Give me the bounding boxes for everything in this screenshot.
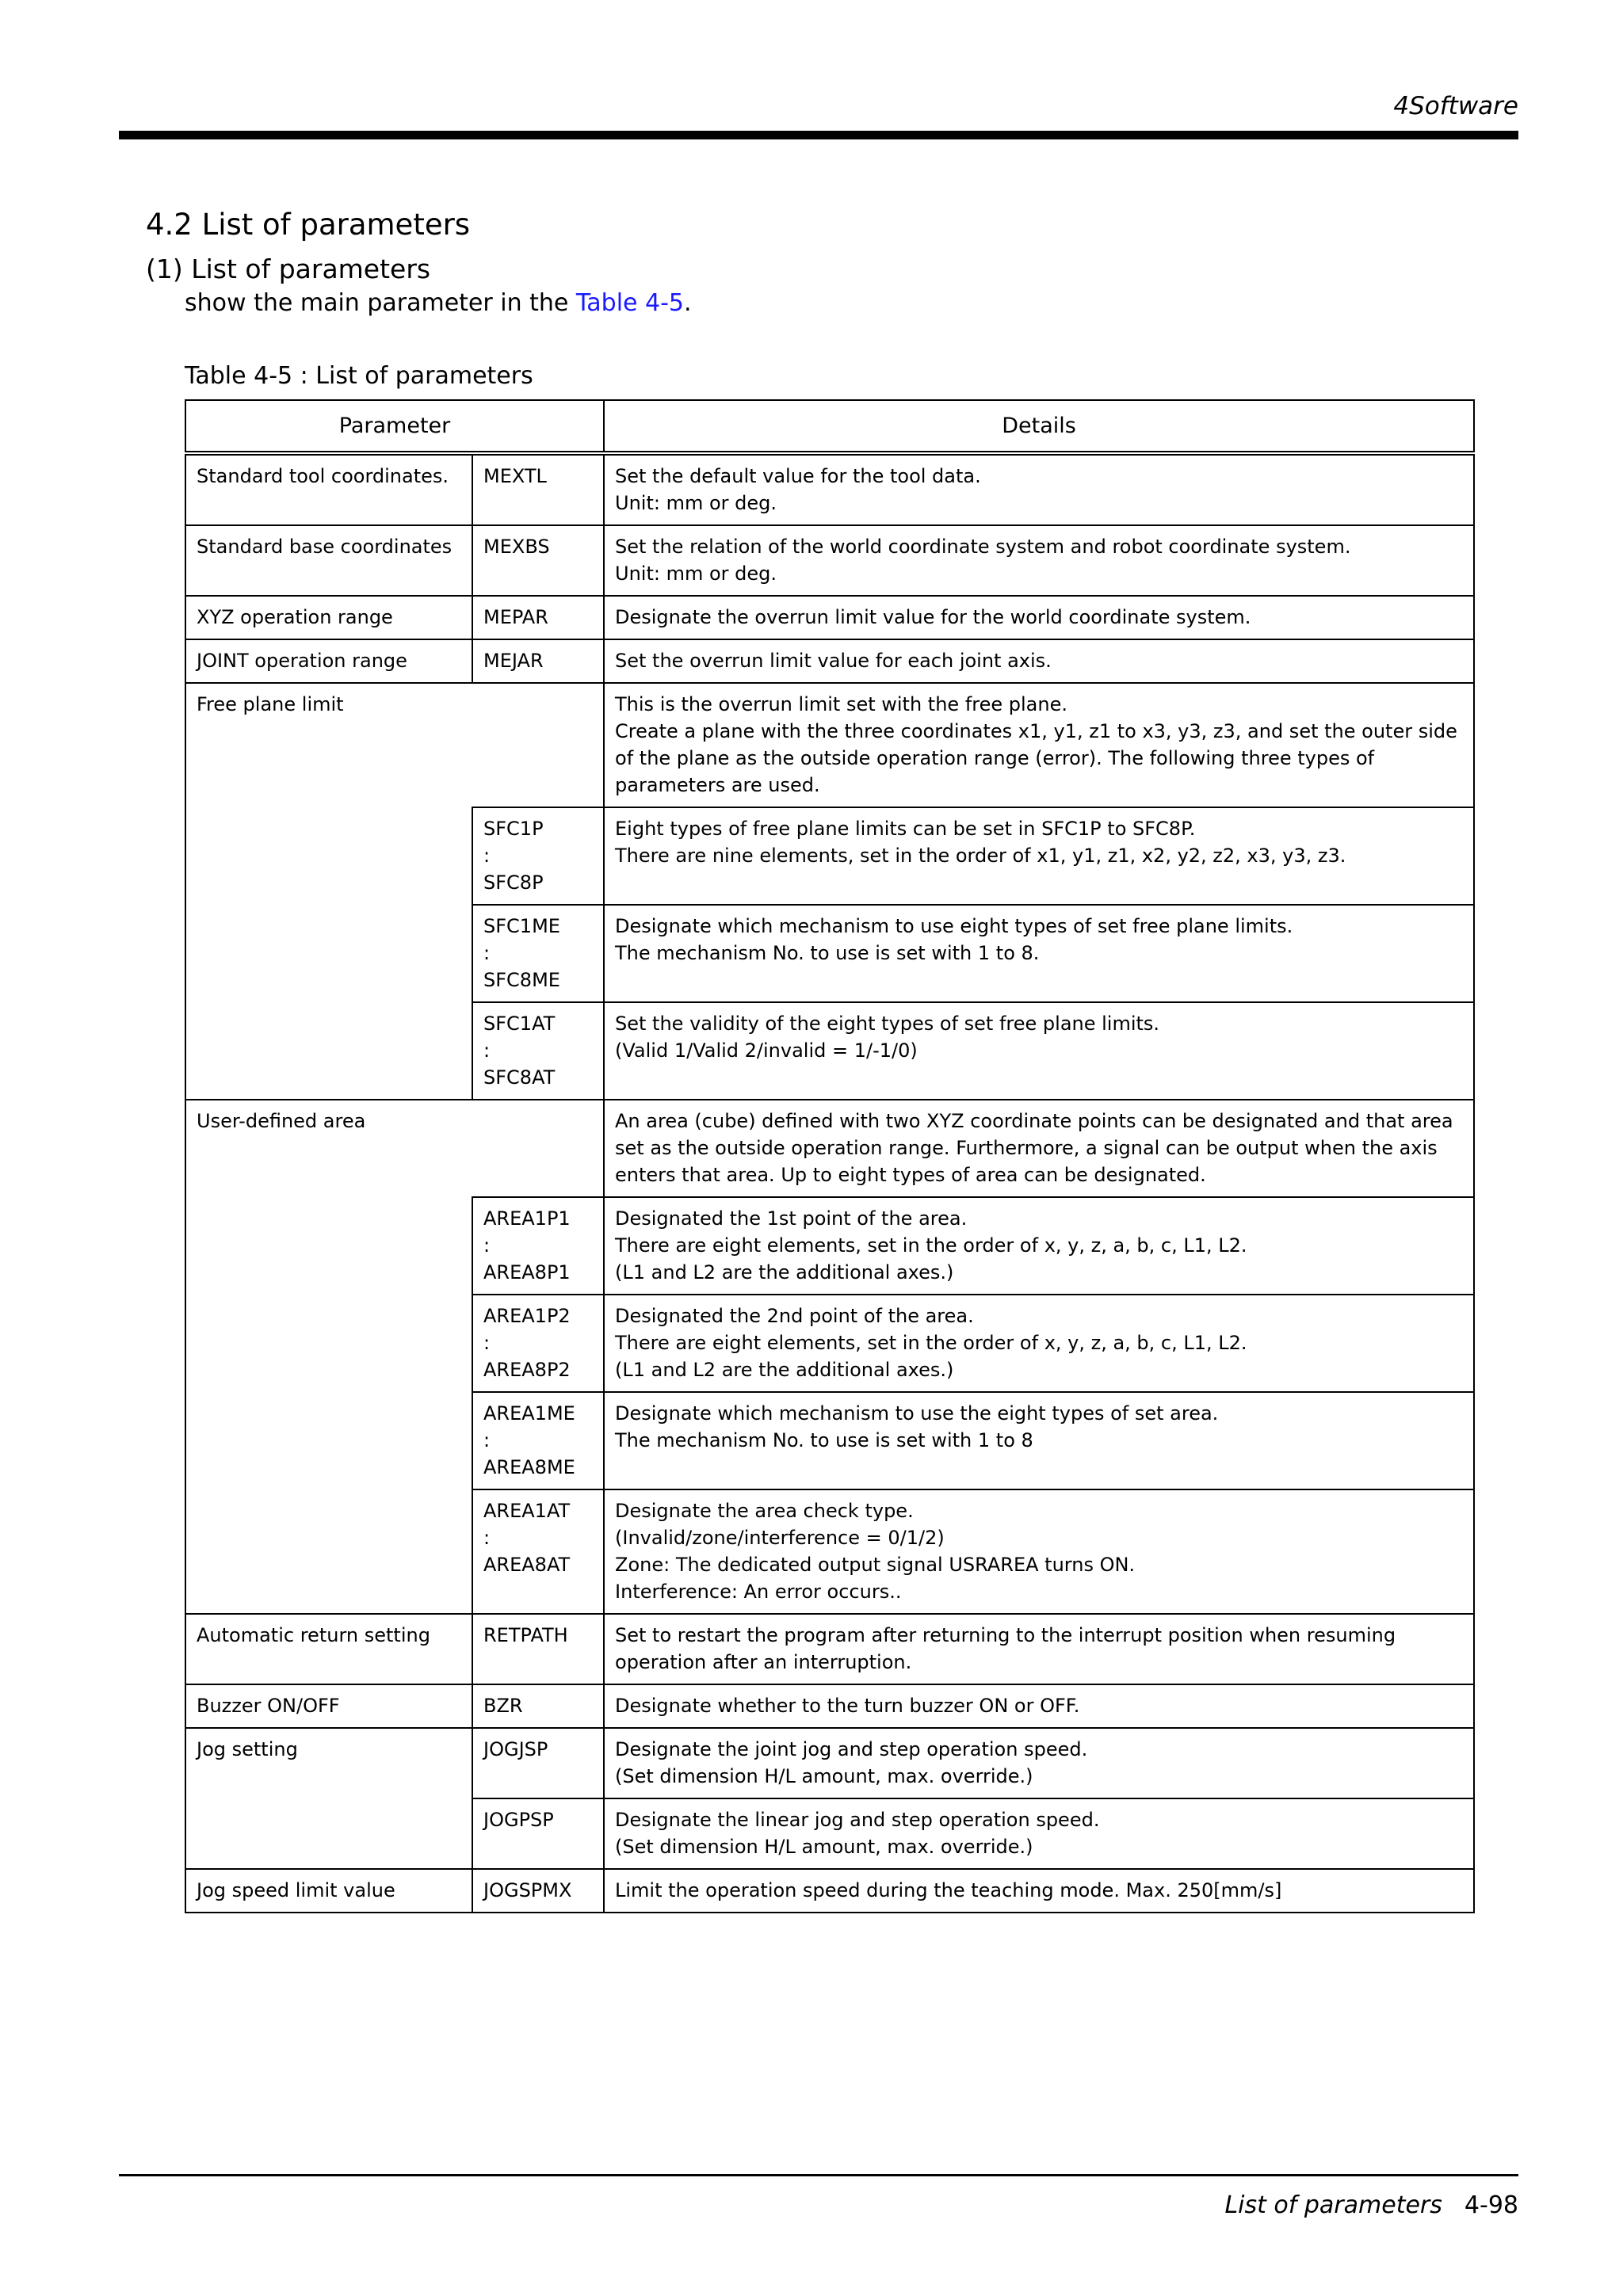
param-code: JOGPSP bbox=[472, 1798, 604, 1869]
param-details: Eight types of free plane limits can be set in SFC1P to SFC8P. There are nine elements, set in the order of x1, y1, z1, x2, y2, z2, x3, y3, z3. bbox=[604, 807, 1474, 905]
table-row bbox=[185, 905, 1474, 1002]
table-row bbox=[185, 1798, 1474, 1869]
param-code: AREA1P2 : AREA8P2 bbox=[472, 1295, 604, 1392]
param-name-continued bbox=[185, 1489, 472, 1614]
param-details: Designate the overrun limit value for the world coordinate system. bbox=[604, 596, 1474, 639]
param-code: RETPATH bbox=[472, 1614, 604, 1684]
param-name: Standard tool coordinates. bbox=[185, 453, 472, 525]
table-caption: Table 4-5 : List of parameters bbox=[185, 362, 533, 390]
chapter-title: 4Software bbox=[1393, 92, 1518, 120]
param-name-continued bbox=[185, 1798, 472, 1869]
section-title: 4.2 List of parameters bbox=[146, 208, 471, 242]
table-row bbox=[185, 1295, 1474, 1392]
param-name: Jog speed limit value bbox=[185, 1869, 472, 1913]
param-name-continued bbox=[185, 1197, 472, 1295]
param-details: Designate the linear jog and step operation speed. (Set dimension H/L amount, max. override.) bbox=[604, 1798, 1474, 1869]
param-details: Designate which mechanism to use eight types of set free plane limits. The mechanism No. to use is set with 1 to 8. bbox=[604, 905, 1474, 1002]
param-details: Designated the 1st point of the area. There are eight elements, set in the order of x, y, z, a, b, c, L1, L2. (L1 and L2 are the additional axes.) bbox=[604, 1197, 1474, 1295]
table-row bbox=[185, 1614, 1474, 1684]
param-name: Free plane limit bbox=[185, 683, 604, 807]
param-code: SFC1ME : SFC8ME bbox=[472, 905, 604, 1002]
param-code: MEJAR bbox=[472, 639, 604, 683]
table-row bbox=[185, 1684, 1474, 1728]
table-row bbox=[185, 453, 1474, 525]
param-code: MEPAR bbox=[472, 596, 604, 639]
table-row bbox=[185, 1100, 1474, 1197]
param-name-continued bbox=[185, 807, 472, 905]
table-row bbox=[185, 1002, 1474, 1100]
param-code: JOGSPMX bbox=[472, 1869, 604, 1913]
param-name: Jog setting bbox=[185, 1728, 472, 1798]
param-name: User-defined area bbox=[185, 1100, 604, 1197]
param-details: Set the validity of the eight types of set free plane limits. (Valid 1/Valid 2/invalid = 1/-1/0) bbox=[604, 1002, 1474, 1100]
param-code: AREA1AT : AREA8AT bbox=[472, 1489, 604, 1614]
table-row bbox=[185, 1869, 1474, 1913]
param-code: SFC1AT : SFC8AT bbox=[472, 1002, 604, 1100]
param-details: Set the relation of the world coordinate system and robot coordinate system. Unit: mm or deg. bbox=[604, 525, 1474, 596]
param-details: This is the overrun limit set with the free plane. Create a plane with the three coordinates x1, y1, z1 to x3, y3, z3, and set the outer side of the plane as the outside operation range (error). The following three types of parameters are used. bbox=[604, 683, 1474, 807]
param-code: MEXBS bbox=[472, 525, 604, 596]
param-details: Set the overrun limit value for each joint axis. bbox=[604, 639, 1474, 683]
param-code: AREA1P1 : AREA8P1 bbox=[472, 1197, 604, 1295]
table-header-row bbox=[185, 400, 1474, 453]
param-code: BZR bbox=[472, 1684, 604, 1728]
param-code: AREA1ME : AREA8ME bbox=[472, 1392, 604, 1489]
param-name-continued bbox=[185, 905, 472, 1002]
table-row bbox=[185, 807, 1474, 905]
table-row bbox=[185, 1392, 1474, 1489]
table-reference-link[interactable]: Table 4-5 bbox=[575, 289, 685, 317]
table-row bbox=[185, 683, 1474, 807]
param-details: Designate whether to the turn buzzer ON or OFF. bbox=[604, 1684, 1474, 1728]
param-name: Standard base coordinates bbox=[185, 525, 472, 596]
param-details: Designate which mechanism to use the eight types of set area. The mechanism No. to use is set with 1 to 8 bbox=[604, 1392, 1474, 1489]
param-name-continued bbox=[185, 1002, 472, 1100]
table-row bbox=[185, 639, 1474, 683]
param-details: An area (cube) defined with two XYZ coordinate points can be designated and that area set as the outside operation range. Furthermore, a signal can be output when the axis enters that area. Up to eight types of area can be designated. bbox=[604, 1100, 1474, 1197]
param-details: Designated the 2nd point of the area. There are eight elements, set in the order of x, y, z, a, b, c, L1, L2. (L1 and L2 are the additional axes.) bbox=[604, 1295, 1474, 1392]
param-details: Set the default value for the tool data. Unit: mm or deg. bbox=[604, 453, 1474, 525]
param-name: Buzzer ON/OFF bbox=[185, 1684, 472, 1728]
param-details: Limit the operation speed during the teaching mode. Max. 250[mm/s] bbox=[604, 1869, 1474, 1913]
param-details: Set to restart the program after returning to the interrupt position when resuming operation after an interruption. bbox=[604, 1614, 1474, 1684]
footer-rule bbox=[119, 2174, 1518, 2176]
param-details: Designate the area check type. (Invalid/zone/interference = 0/1/2) Zone: The dedicated output signal USRAREA turns ON. Interference: An error occurs.. bbox=[604, 1489, 1474, 1614]
page-footer bbox=[1224, 2191, 1518, 2219]
param-name: JOINT operation range bbox=[185, 639, 472, 683]
footer-title: List of parameters bbox=[1224, 2191, 1442, 2219]
table-row bbox=[185, 596, 1474, 639]
param-name: XYZ operation range bbox=[185, 596, 472, 639]
param-code: SFC1P : SFC8P bbox=[472, 807, 604, 905]
header-details: Details bbox=[604, 400, 1474, 453]
table-row bbox=[185, 1728, 1474, 1798]
header-parameter: Parameter bbox=[185, 400, 604, 453]
table-row bbox=[185, 525, 1474, 596]
param-code: MEXTL bbox=[472, 453, 604, 525]
param-details: Designate the joint jog and step operation speed. (Set dimension H/L amount, max. override.) bbox=[604, 1728, 1474, 1798]
param-name-continued bbox=[185, 1392, 472, 1489]
param-name-continued bbox=[185, 1295, 472, 1392]
page-number: 4-98 bbox=[1464, 2191, 1518, 2219]
table-row bbox=[185, 1197, 1474, 1295]
parameters-table bbox=[185, 399, 1475, 1913]
intro-period: . bbox=[684, 289, 692, 317]
table-row bbox=[185, 1489, 1474, 1614]
header-rule bbox=[119, 131, 1518, 139]
param-name: Automatic return setting bbox=[185, 1614, 472, 1684]
param-code: JOGJSP bbox=[472, 1728, 604, 1798]
subsection-title: (1) List of parameters bbox=[146, 254, 431, 284]
intro-text: show the main parameter in the bbox=[185, 289, 576, 317]
intro-paragraph bbox=[185, 289, 692, 317]
